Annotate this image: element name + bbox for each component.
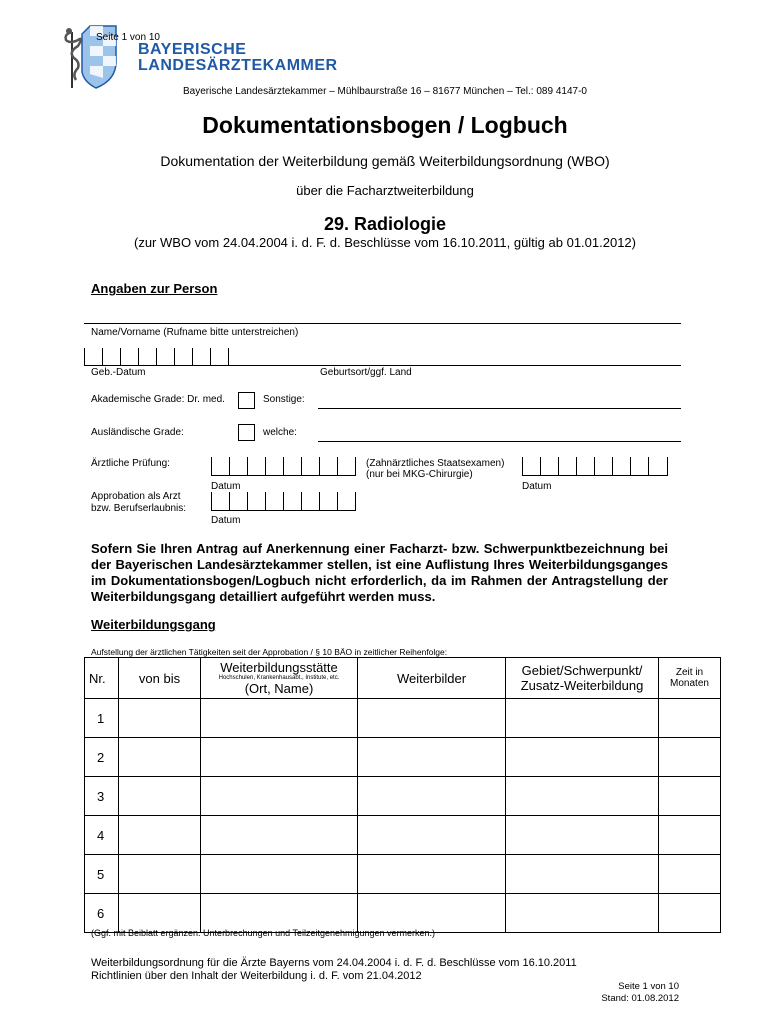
table-row bbox=[85, 894, 721, 933]
cell-area[interactable] bbox=[506, 855, 659, 894]
cell-site[interactable] bbox=[201, 816, 358, 855]
row-nr: 5 bbox=[85, 855, 119, 894]
birthplace-label: Geburtsort/ggf. Land bbox=[320, 367, 412, 378]
dob-field[interactable] bbox=[84, 348, 234, 366]
dental-date-label: Datum bbox=[522, 481, 552, 492]
approbation-date-field[interactable] bbox=[211, 492, 356, 510]
col-trainer: Weiterbilder bbox=[358, 658, 506, 699]
footer-stand: Stand: 01.08.2012 bbox=[601, 993, 679, 1004]
col-area bbox=[506, 658, 659, 699]
cell-trainer[interactable] bbox=[358, 738, 506, 777]
cell-site[interactable] bbox=[201, 738, 358, 777]
foreign-degree-label: Ausländische Grade: bbox=[91, 427, 184, 438]
cell-site[interactable] bbox=[201, 894, 358, 933]
which-label: welche: bbox=[263, 427, 297, 438]
col-von-bis: von bis bbox=[119, 658, 201, 699]
name-label: Name/Vorname (Rufname bitte unterstreichen) bbox=[91, 327, 299, 338]
dob-label: Geb.-Datum bbox=[91, 367, 146, 378]
row-nr: 1 bbox=[85, 699, 119, 738]
subtitle-facharzt: über die Facharztweiterbildung bbox=[296, 183, 474, 198]
cell-time[interactable] bbox=[659, 777, 721, 816]
training-intro: Aufstellung der ärztlichen Tätigkeiten seit der Approbation / § 10 BÄO in zeitlicher Reihenfolge: bbox=[91, 647, 448, 657]
dob-line bbox=[84, 365, 681, 366]
cell-time[interactable] bbox=[659, 816, 721, 855]
cell-area[interactable] bbox=[506, 777, 659, 816]
cell-trainer[interactable] bbox=[358, 855, 506, 894]
academic-label: Akademische Grade: Dr. med. bbox=[91, 394, 225, 405]
cell-time[interactable] bbox=[659, 894, 721, 933]
notice-paragraph: Sofern Sie Ihren Antrag auf Anerkennung einer Facharzt- bzw. Schwerpunktbezeichnung bei der Bayerischen Landesärztekammer stellen, ist eine Auflistung Ihres Weiterbildungsganges im Dokumentationsbogen/Logbuch nicht erforderlich, da im Rahmen der Antragstellung der Weiterbildungsgang detailliert aufgeführt werden muss. bbox=[91, 541, 668, 604]
row-nr: 6 bbox=[85, 894, 119, 933]
approbation-date-line bbox=[211, 510, 356, 511]
cell-von-bis[interactable] bbox=[119, 738, 201, 777]
col-site-sub: Hochschulen, Krankenhausabt., Institute, etc. bbox=[218, 675, 340, 681]
cell-trainer[interactable] bbox=[358, 777, 506, 816]
cell-area[interactable] bbox=[506, 738, 659, 777]
cell-time[interactable] bbox=[659, 855, 721, 894]
col-area-line2: Zusatz-Weiterbildung bbox=[520, 678, 644, 693]
table-footnote: (Ggf. mit Beiblatt ergänzen. Unterbrechungen und Teilzeitgenehmigungen vermerken.) bbox=[91, 928, 436, 938]
cell-area[interactable] bbox=[506, 816, 659, 855]
table-row bbox=[85, 816, 721, 855]
table-row bbox=[85, 777, 721, 816]
page-indicator-top: Seite 1 von 10 bbox=[96, 32, 160, 43]
foreign-degree-checkbox[interactable] bbox=[238, 424, 255, 441]
page-title: Dokumentationsbogen / Logbuch bbox=[202, 112, 568, 138]
col-site-title: Weiterbildungsstätte bbox=[220, 660, 338, 675]
cell-trainer[interactable] bbox=[358, 816, 506, 855]
section-heading-training: Weiterbildungsgang bbox=[91, 617, 216, 632]
col-site bbox=[201, 658, 358, 699]
dental-note-line2: (nur bei MKG-Chirurgie) bbox=[366, 469, 473, 480]
col-time bbox=[659, 658, 721, 699]
exam-label: Ärztliche Prüfung: bbox=[91, 458, 170, 469]
training-table bbox=[84, 657, 721, 933]
footer-line1: Weiterbildungsordnung für die Ärzte Bayerns vom 24.04.2004 i. d. F. d. Beschlüsse vom 16.10.2011 bbox=[91, 957, 577, 969]
row-nr: 2 bbox=[85, 738, 119, 777]
footer-page: Seite 1 von 10 bbox=[618, 981, 679, 992]
exam-date-label: Datum bbox=[211, 481, 241, 492]
name-field-line[interactable] bbox=[84, 323, 681, 324]
exam-date-field[interactable] bbox=[211, 457, 356, 475]
wbo-note: (zur WBO vom 24.04.2004 i. d. F. d. Beschlüsse vom 16.10.2011, gültig ab 01.01.2012) bbox=[134, 235, 636, 250]
table-row bbox=[85, 738, 721, 777]
dental-date-line bbox=[522, 475, 668, 476]
section-heading-person: Angaben zur Person bbox=[91, 281, 218, 296]
cell-site[interactable] bbox=[201, 855, 358, 894]
other-degree-field[interactable] bbox=[318, 408, 681, 409]
table-row bbox=[85, 699, 721, 738]
footer-line2: Richtlinien über den Inhalt der Weiterbildung i. d. F. vom 21.04.2012 bbox=[91, 970, 422, 982]
other-degree-label: Sonstige: bbox=[263, 394, 305, 405]
col-site-ortname: (Ort, Name) bbox=[244, 681, 314, 696]
org-name-line2: LANDESÄRZTEKAMMER bbox=[138, 57, 338, 74]
cell-trainer[interactable] bbox=[358, 699, 506, 738]
dental-date-field[interactable] bbox=[522, 457, 668, 475]
cell-area[interactable] bbox=[506, 699, 659, 738]
col-nr: Nr. bbox=[85, 658, 119, 699]
specialty-heading: 29. Radiologie bbox=[323, 214, 447, 234]
row-nr: 3 bbox=[85, 777, 119, 816]
cell-von-bis[interactable] bbox=[119, 699, 201, 738]
row-nr: 4 bbox=[85, 816, 119, 855]
approbation-date-label: Datum bbox=[211, 515, 241, 526]
org-name-line1: BAYERISCHE bbox=[138, 41, 247, 58]
approbation-label-line1: Approbation als Arzt bbox=[91, 491, 181, 502]
table-row bbox=[85, 855, 721, 894]
cell-site[interactable] bbox=[201, 777, 358, 816]
subtitle-wbo: Dokumentation der Weiterbildung gemäß Weiterbildungsordnung (WBO) bbox=[160, 153, 610, 169]
training-table-header bbox=[85, 658, 721, 699]
cell-trainer[interactable] bbox=[358, 894, 506, 933]
cell-von-bis[interactable] bbox=[119, 855, 201, 894]
address-line: Bayerische Landesärztekammer – Mühlbaurstraße 16 – 81677 München – Tel.: 089 4147-0 bbox=[183, 86, 587, 97]
cell-von-bis[interactable] bbox=[119, 816, 201, 855]
foreign-degree-field[interactable] bbox=[318, 441, 681, 442]
dr-med-checkbox[interactable] bbox=[238, 392, 255, 409]
cell-site[interactable] bbox=[201, 699, 358, 738]
col-time-line2: Monaten bbox=[670, 678, 709, 689]
cell-area[interactable] bbox=[506, 894, 659, 933]
dental-note-line1: (Zahnärztliches Staatsexamen) bbox=[366, 458, 505, 469]
cell-von-bis[interactable] bbox=[119, 894, 201, 933]
cell-von-bis[interactable] bbox=[119, 777, 201, 816]
cell-time[interactable] bbox=[659, 738, 721, 777]
approbation-label-line2: bzw. Berufserlaubnis: bbox=[91, 503, 187, 514]
cell-time[interactable] bbox=[659, 699, 721, 738]
col-time-line1: Zeit in bbox=[675, 667, 704, 678]
exam-date-line bbox=[211, 475, 356, 476]
col-area-line1: Gebiet/Schwerpunkt/ bbox=[521, 663, 643, 678]
